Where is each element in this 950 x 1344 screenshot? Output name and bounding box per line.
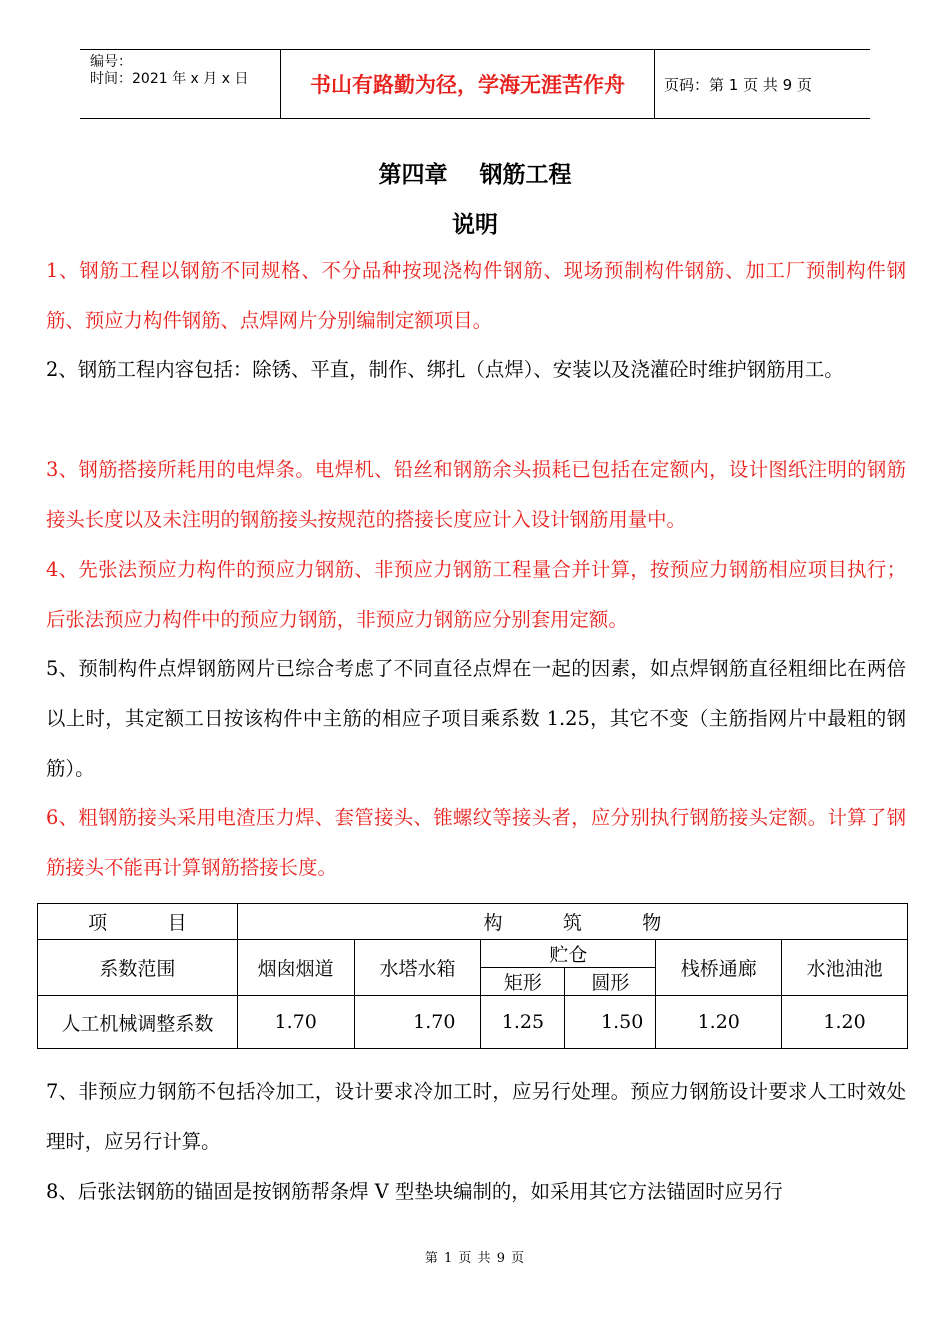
paragraph-1: 1、钢筋工程以钢筋不同规格、不分品种按现浇构件钢筋、现场预制构件钢筋、加工厂预制构件钢筋、预应力构件钢筋、点焊网片分别编制定额项目。 — [46, 259, 906, 332]
table-value-chimney: 1.70 — [237, 996, 354, 1049]
paragraph-4: 4、先张法预应力构件的预应力钢筋、非预应力钢筋工程量合并计算，按预应力钢筋相应项目执行；后张法预应力构件中的预应力钢筋，非预应力钢筋应分别套用定额。 — [46, 558, 906, 631]
header-page-info: 页码：第 1 页 共 9 页 — [664, 75, 812, 94]
paragraph-3: 3、钢筋搭接所耗用的电焊条。电焊机、铅丝和钢筋余头损耗已包括在定额内，设计图纸注明的钢筋接头长度以及未注明的钢筋接头按规范的搭接长度应计入设计钢筋用量中。 — [46, 458, 906, 531]
paragraph-8: 8、后张法钢筋的锚固是按钢筋帮条焊 V 型垫块编制的，如采用其它方法锚固时应另行 — [46, 1180, 783, 1203]
table-value-silo-round: 1.50 — [565, 996, 656, 1049]
header-motto: 书山有路勤为径，学海无涯苦作舟 — [310, 73, 625, 97]
paragraph-7: 7、非预应力钢筋不包括冷加工，设计要求冷加工时，应另行处理。预应力钢筋设计要求人工时效处理时，应另行计算。 — [46, 1080, 906, 1153]
table-value-trestle: 1.20 — [656, 996, 782, 1049]
table-value-water-tower: 1.70 — [354, 996, 481, 1049]
header-page-cell — [655, 50, 870, 118]
chapter-title: 第四章 钢筋工程 — [378, 162, 572, 188]
table-col-silo: 贮仓 — [481, 940, 656, 968]
table-col-silo-rect: 矩形 — [481, 968, 565, 996]
table-row-label: 系数范围 — [38, 940, 238, 996]
table-col-water-tower: 水塔水箱 — [354, 940, 481, 996]
table-col-chimney: 烟囱烟道 — [237, 940, 354, 996]
paragraph-6: 6、粗钢筋接头采用电渣压力焊、套管接头、锥螺纹等接头者，应分别执行钢筋接头定额。计算了钢筋接头不能再计算钢筋搭接长度。 — [46, 806, 906, 879]
table-col-silo-round: 圆形 — [565, 968, 656, 996]
table-structure-header: 构 筑 物 — [237, 904, 907, 940]
coefficient-table — [37, 903, 908, 1049]
document-number-label: 编号： — [90, 54, 132, 70]
table-col-trestle: 栈桥通廊 — [656, 940, 782, 996]
paragraph-2: 2、钢筋工程内容包括：除锈、平直，制作、绑扎（点焊）、安装以及浇灌砼时维护钢筋用工。 — [46, 358, 844, 381]
table-item-header: 项 目 — [38, 904, 238, 940]
table-value-pool: 1.20 — [782, 996, 908, 1049]
document-time: 时间：2021 年 x 月 x 日 — [90, 71, 249, 87]
header-meta — [80, 50, 281, 118]
section-title: 说明 — [452, 212, 498, 238]
table-coef-label: 人工机械调整系数 — [38, 996, 238, 1049]
table-value-silo-rect: 1.25 — [481, 996, 565, 1049]
table-col-pool: 水池油池 — [782, 940, 908, 996]
header-motto-cell — [281, 50, 655, 118]
paragraph-5: 5、预制构件点焊钢筋网片已综合考虑了不同直径点焊在一起的因素，如点焊钢筋直径粗细比在两倍以上时，其定额工日按该构件中主筋的相应子项目乘系数 1.25，其它不变（主筋指网片中最粗的钢筋）。 — [46, 657, 906, 780]
page-footer: 第 1 页 共 9 页 — [424, 1251, 526, 1266]
page-header — [80, 49, 870, 119]
